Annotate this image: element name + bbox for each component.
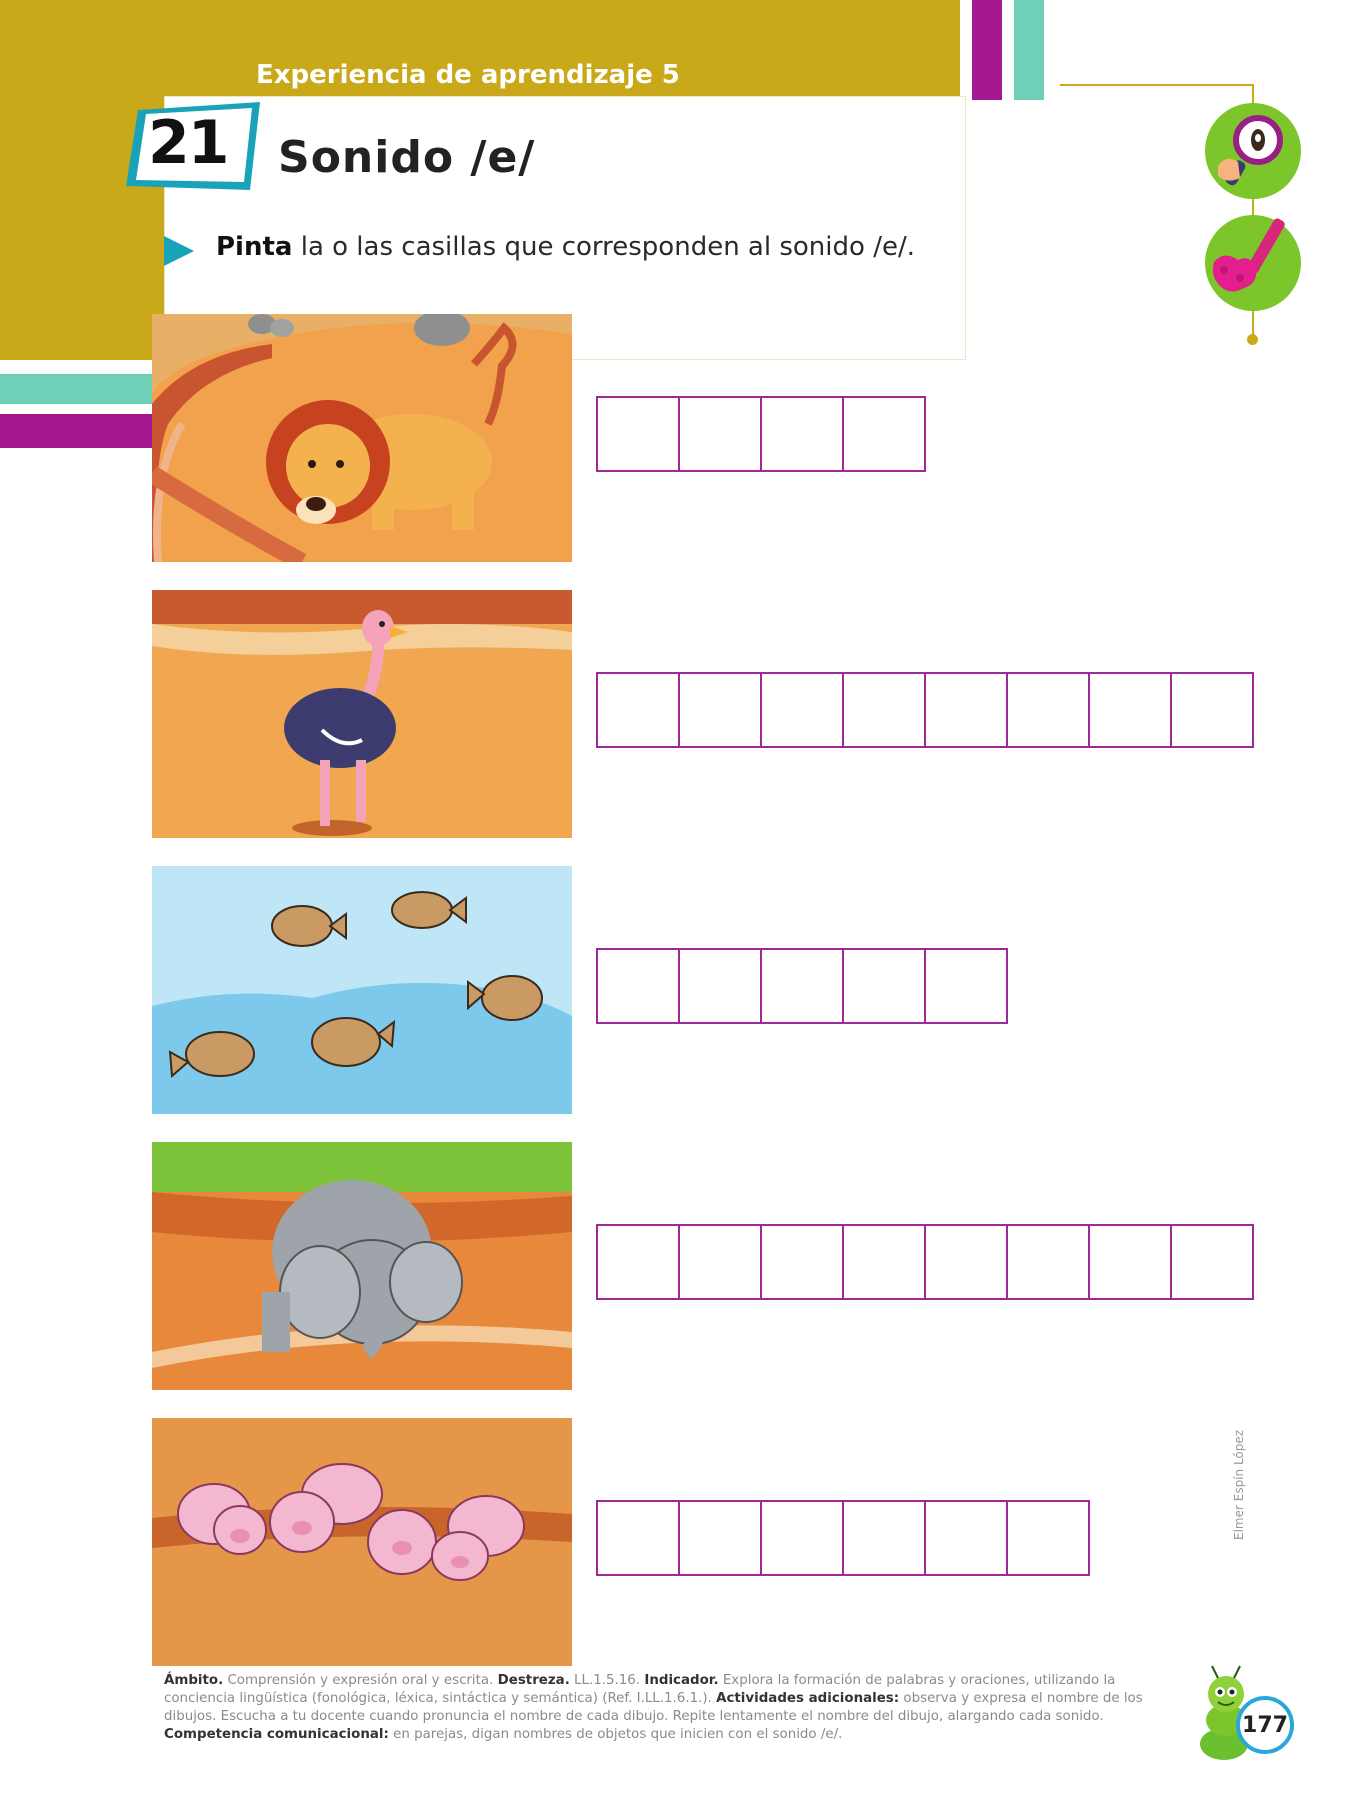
page-title: Sonido /e/ bbox=[278, 132, 536, 183]
answer-box[interactable] bbox=[842, 1500, 926, 1576]
answer-box[interactable] bbox=[760, 948, 844, 1024]
competencia-text: en parejas, digan nombres de objetos que inicien con el sonido /e/. bbox=[388, 1727, 843, 1742]
answer-box[interactable] bbox=[596, 1500, 680, 1576]
answer-box[interactable] bbox=[842, 1224, 926, 1300]
answer-box[interactable] bbox=[760, 396, 844, 472]
answer-box[interactable] bbox=[678, 1500, 762, 1576]
answer-box[interactable] bbox=[596, 1224, 680, 1300]
connector-dot bbox=[1247, 334, 1258, 345]
answer-boxes-lion bbox=[596, 396, 924, 472]
instruction-rest: la o las casillas que corresponden al sonido /e/. bbox=[292, 232, 915, 262]
answer-box[interactable] bbox=[1006, 672, 1090, 748]
lion-picture bbox=[152, 314, 572, 562]
answer-box[interactable] bbox=[924, 672, 1008, 748]
illustrator-credit: Elmer Espín López bbox=[1232, 1429, 1246, 1540]
play-arrow-icon bbox=[164, 236, 194, 266]
ambito-label: Ámbito. bbox=[164, 1673, 224, 1688]
ambito-text: Comprensión y expresión oral y escrita. bbox=[223, 1673, 498, 1688]
indicador-label: Indicador. bbox=[644, 1673, 719, 1688]
teacher-notes bbox=[164, 1672, 1190, 1744]
top-teal-stripe bbox=[1014, 0, 1044, 100]
answer-box[interactable] bbox=[924, 1500, 1008, 1576]
answer-boxes-elephant bbox=[596, 1224, 1252, 1300]
answer-boxes-pigs bbox=[596, 1500, 1088, 1576]
answer-box[interactable] bbox=[678, 672, 762, 748]
answer-box[interactable] bbox=[1006, 1224, 1090, 1300]
fish-picture bbox=[152, 866, 572, 1114]
connector-line bbox=[1060, 84, 1254, 86]
actividades-text: observa y expresa el nombre de los dibujos. Escucha a tu docente cuando pronuncia el nombre de cada dibujo. Repite lentamente el nombre del dibujo, alargando cada sonido. bbox=[164, 1691, 1143, 1724]
lesson-number: 21 bbox=[148, 108, 228, 178]
answer-box[interactable] bbox=[678, 396, 762, 472]
answer-box[interactable] bbox=[760, 672, 844, 748]
observe-icon bbox=[1204, 102, 1302, 200]
answer-box[interactable] bbox=[760, 1224, 844, 1300]
left-teal-stripe bbox=[0, 374, 152, 404]
answer-boxes-fish bbox=[596, 948, 1006, 1024]
top-magenta-stripe bbox=[972, 0, 1002, 100]
destreza-label: Destreza. bbox=[497, 1673, 570, 1688]
answer-box[interactable] bbox=[924, 948, 1008, 1024]
answer-box[interactable] bbox=[1170, 1224, 1254, 1300]
answer-box[interactable] bbox=[760, 1500, 844, 1576]
answer-box[interactable] bbox=[842, 396, 926, 472]
instruction-verb: Pinta bbox=[216, 232, 293, 262]
actividades-label: Actividades adicionales: bbox=[716, 1691, 900, 1706]
page-number: 177 bbox=[1236, 1696, 1294, 1754]
ostrich-picture bbox=[152, 590, 572, 838]
answer-box[interactable] bbox=[678, 1224, 762, 1300]
instruction-text bbox=[216, 232, 915, 262]
answer-box[interactable] bbox=[596, 948, 680, 1024]
answer-box[interactable] bbox=[1170, 672, 1254, 748]
answer-box[interactable] bbox=[596, 672, 680, 748]
elephant-picture bbox=[152, 1142, 572, 1390]
experience-label: Experiencia de aprendizaje 5 bbox=[256, 60, 680, 90]
paint-icon bbox=[1204, 214, 1302, 312]
pigs-picture bbox=[152, 1418, 572, 1666]
lesson-number-badge bbox=[122, 98, 260, 188]
answer-box[interactable] bbox=[596, 396, 680, 472]
answer-box[interactable] bbox=[1088, 672, 1172, 748]
indicador-text: Explora la formación de palabras y oraciones, utilizando la conciencia lingüística (fonológica, léxica, sintáctica y semántica) (Ref. I.LL.1.6.1.). bbox=[164, 1673, 1116, 1706]
answer-box[interactable] bbox=[1088, 1224, 1172, 1300]
answer-boxes-ostrich bbox=[596, 672, 1252, 748]
answer-box[interactable] bbox=[842, 948, 926, 1024]
answer-box[interactable] bbox=[1006, 1500, 1090, 1576]
competencia-label: Competencia comunicacional: bbox=[164, 1727, 389, 1742]
destreza-text: LL.1.5.16. bbox=[569, 1673, 645, 1688]
answer-box[interactable] bbox=[678, 948, 762, 1024]
answer-box[interactable] bbox=[924, 1224, 1008, 1300]
left-magenta-stripe bbox=[0, 414, 152, 448]
answer-box[interactable] bbox=[842, 672, 926, 748]
